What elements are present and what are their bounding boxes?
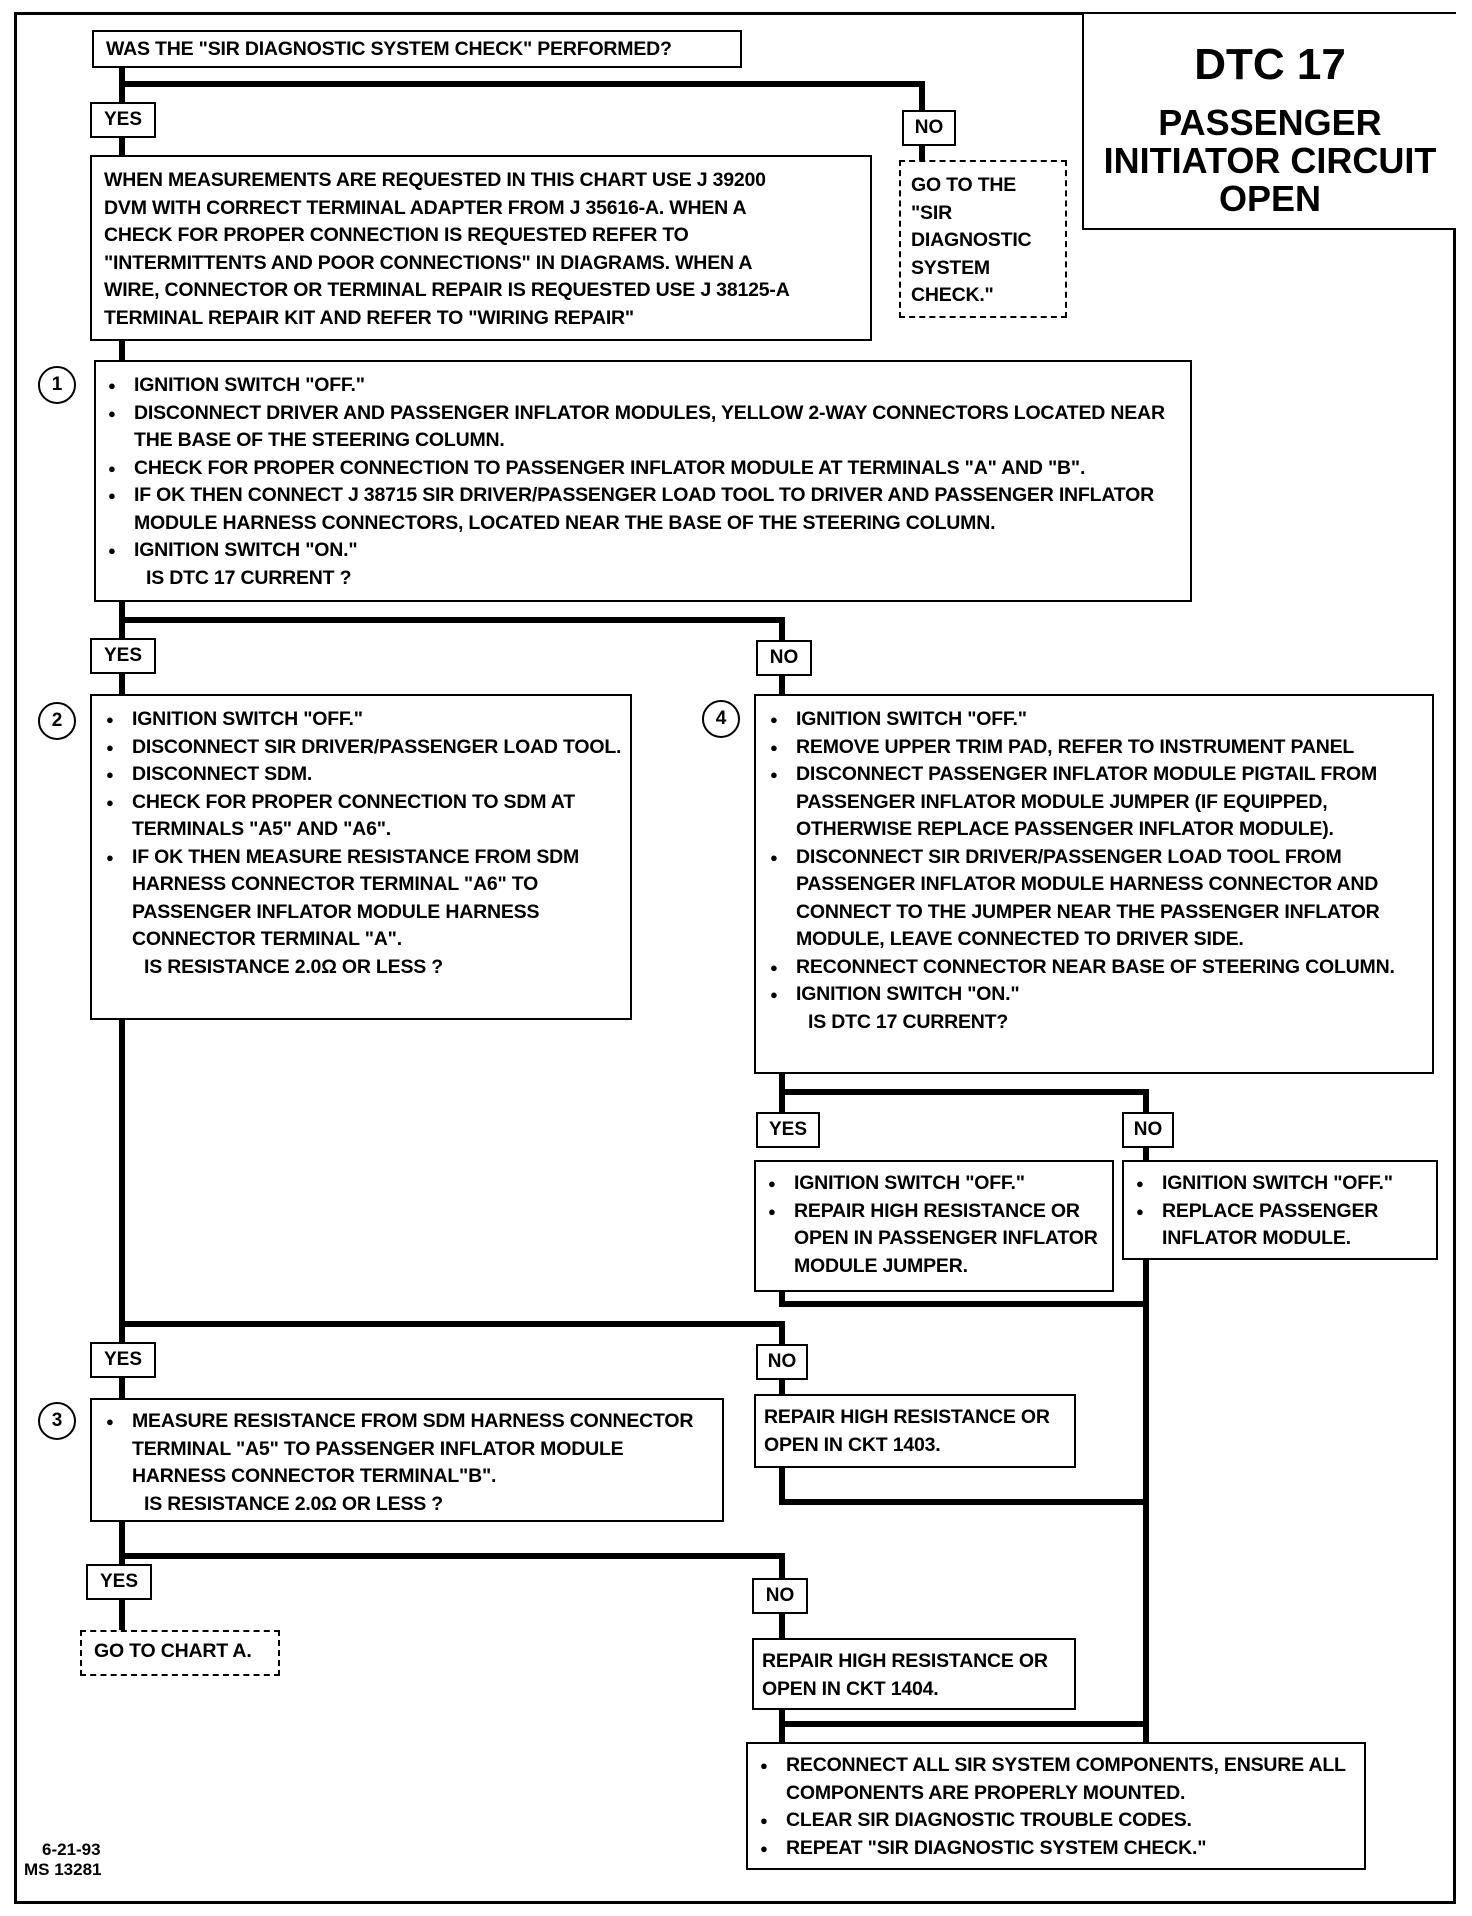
step-4-question: IS DTC 17 CURRENT? — [808, 1010, 1009, 1033]
instructions-line-5: WIRE, CONNECTOR OR TERMINAL REPAIR IS REQUESTED USE J 38125-A — [104, 279, 790, 301]
instructions-box — [90, 155, 872, 341]
connector-step3-no — [122, 1556, 782, 1636]
go-to-sir-check-line-4: SYSTEM — [911, 256, 990, 279]
label-no-start: NO — [902, 110, 956, 146]
step-3-question: IS RESISTANCE 2.0Ω OR LESS ? — [144, 1492, 443, 1515]
step-2-question: IS RESISTANCE 2.0Ω OR LESS ? — [144, 955, 443, 978]
step-2-box — [90, 694, 632, 1020]
repair-1403-line-2: OPEN IN CKT 1403. — [764, 1433, 941, 1456]
instructions-line-4: "INTERMITTENTS AND POOR CONNECTIONS" IN DIAGRAMS. WHEN A — [104, 251, 753, 274]
step-4-bullet: ● DISCONNECT PASSENGER INFLATOR MODULE PIGTAIL FROM PASSENGER INFLATOR MODULE JUMPER (IF EQUIPPED, OTHERWISE REPLACE PASSENGER INFLATOR MODULE). — [766, 761, 1424, 844]
go-to-chart-a: GO TO CHART A. — [94, 1640, 252, 1662]
step-4-no-bullet: ● IGNITION SWITCH "OFF." — [1132, 1170, 1430, 1198]
step-4-bullet: ● RECONNECT CONNECTOR NEAR BASE OF STEERING COLUMN. — [766, 954, 1424, 982]
label-yes-step1: YES — [90, 638, 156, 674]
footer — [24, 1840, 102, 1880]
step-4-yes-bullet: ● IGNITION SWITCH "OFF." — [764, 1170, 1106, 1198]
step-2-bullet: ● DISCONNECT SIR DRIVER/PASSENGER LOAD TOOL. — [102, 734, 622, 762]
start-question-box — [92, 30, 742, 68]
label-yes-step3: YES — [86, 1564, 152, 1600]
go-to-sir-check-line-1: GO TO THE — [911, 174, 1017, 196]
connector-1403-return — [782, 1464, 1146, 1502]
start-question: WAS THE "SIR DIAGNOSTIC SYSTEM CHECK" PERFORMED? — [106, 38, 672, 60]
step-2-bullet: ● IF OK THEN MEASURE RESISTANCE FROM SDM HARNESS CONNECTOR TERMINAL "A6" TO PASSENGER INFLATOR MODULE HARNESS CONNECTOR TERMINAL "A". — [102, 844, 622, 954]
step-1-number: 1 — [38, 366, 76, 404]
go-to-sir-check-box — [899, 160, 1067, 318]
label-yes-step2: YES — [90, 1342, 156, 1378]
label-yes-start: YES — [90, 102, 156, 138]
step-1-bullet: ● DISCONNECT DRIVER AND PASSENGER INFLATOR MODULES, YELLOW 2-WAY CONNECTORS LOCATED NEAR THE BASE OF THE STEERING COLUMN. — [104, 400, 1180, 455]
repair-1403-box — [754, 1394, 1076, 1468]
title-line-3: OPEN — [1218, 178, 1322, 219]
label-no-step3: NO — [752, 1578, 808, 1614]
step-1-bullet: ● IGNITION SWITCH "ON." — [104, 537, 1180, 565]
step-2-number: 2 — [38, 702, 76, 740]
step-1-bullet: ● IF OK THEN CONNECT J 38715 SIR DRIVER/PASSENGER LOAD TOOL TO DRIVER AND PASSENGER INFLATOR MODULE HARNESS CONNECTORS, LOCATED NEAR THE BASE OF THE STEERING COLUMN. — [104, 482, 1180, 537]
step-4-bullet: ● DISCONNECT SIR DRIVER/PASSENGER LOAD TOOL FROM PASSENGER INFLATOR MODULE HARNESS CONNECTOR AND CONNECT TO THE JUMPER NEAR THE PASSENGER INFLATOR MODULE, LEAVE CONNECTED TO DRIVER SIDE. — [766, 844, 1424, 954]
repair-1404-line-2: OPEN IN CKT 1404. — [762, 1677, 939, 1700]
repair-1404-box — [752, 1638, 1076, 1710]
step-2-bullet: ● IGNITION SWITCH "OFF." — [102, 706, 622, 734]
step-4-bullet: ● IGNITION SWITCH "OFF." — [766, 706, 1424, 734]
step-4-no-bullet: ● REPLACE PASSENGER INFLATOR MODULE. — [1132, 1198, 1430, 1253]
step-1-bullet: ● IGNITION SWITCH "OFF." — [104, 372, 1180, 400]
dtc-code: DTC 17 — [1194, 40, 1346, 89]
go-to-sir-check-line-2: "SIR — [911, 201, 952, 224]
instructions-line-3: CHECK FOR PROPER CONNECTION IS REQUESTED REFER TO — [104, 224, 689, 246]
final-bullet: ● RECONNECT ALL SIR SYSTEM COMPONENTS, ENSURE ALL COMPONENTS ARE PROPERLY MOUNTED. — [756, 1752, 1356, 1807]
step-1-bullet: ● CHECK FOR PROPER CONNECTION TO PASSENGER INFLATOR MODULE AT TERMINALS "A" AND "B". — [104, 455, 1180, 483]
connector-step2-no — [122, 1324, 782, 1396]
title-block — [1082, 14, 1456, 230]
step-3-number: 3 — [38, 1402, 76, 1440]
instructions-line-6: TERMINAL REPAIR KIT AND REFER TO "WIRING REPAIR" — [104, 306, 634, 329]
step-4-box — [754, 694, 1434, 1074]
repair-1404-line-1: REPAIR HIGH RESISTANCE OR — [762, 1650, 1048, 1672]
footer-ms-number: MS 13281 — [24, 1860, 102, 1879]
step-4-yes-box — [754, 1160, 1114, 1292]
label-no-step2: NO — [756, 1344, 808, 1380]
step-4-no-box — [1122, 1160, 1438, 1260]
step-1-question: IS DTC 17 CURRENT ? — [146, 566, 352, 589]
step-2-bullet: ● DISCONNECT SDM. — [102, 761, 622, 789]
title-line-2: INITIATOR CIRCUIT — [1103, 140, 1437, 181]
label-no-step1: NO — [756, 640, 812, 676]
go-to-chart-a-box — [80, 1630, 280, 1676]
connector-start-no — [122, 84, 922, 162]
step-4-yes-bullet: ● REPAIR HIGH RESISTANCE OR OPEN IN PASSENGER INFLATOR MODULE JUMPER. — [764, 1198, 1106, 1281]
repair-1403-line-1: REPAIR HIGH RESISTANCE OR — [764, 1406, 1050, 1428]
step-4-bullet: ● IGNITION SWITCH "ON." — [766, 981, 1424, 1009]
final-bullet: ● REPEAT "SIR DIAGNOSTIC SYSTEM CHECK." — [756, 1835, 1356, 1863]
instructions-line-2: DVM WITH CORRECT TERMINAL ADAPTER FROM J 35616-A. WHEN A — [104, 196, 747, 219]
go-to-sir-check-line-3: DIAGNOSTIC — [911, 229, 1032, 251]
label-yes-step4: YES — [756, 1112, 820, 1148]
step-3-bullet: ● MEASURE RESISTANCE FROM SDM HARNESS CONNECTOR TERMINAL "A5" TO PASSENGER INFLATOR MODULE HARNESS CONNECTOR TERMINAL"B". — [102, 1408, 714, 1491]
final-bullet: ● CLEAR SIR DIAGNOSTIC TROUBLE CODES. — [756, 1807, 1356, 1835]
footer-date: 6-21-93 — [42, 1840, 101, 1859]
step-4-bullet: ● REMOVE UPPER TRIM PAD, REFER TO INSTRUMENT PANEL — [766, 734, 1424, 762]
step-3-box — [90, 1398, 724, 1522]
connector-step4-no — [782, 1092, 1146, 1160]
instructions-line-1: WHEN MEASUREMENTS ARE REQUESTED IN THIS CHART USE J 39200 — [104, 169, 766, 191]
label-no-step4: NO — [1122, 1112, 1174, 1148]
title-line-1: PASSENGER — [1158, 102, 1382, 143]
step-1-box — [94, 360, 1192, 602]
connector-step1-no — [122, 620, 782, 698]
step-2-bullet: ● CHECK FOR PROPER CONNECTION TO SDM AT TERMINALS "A5" AND "A6". — [102, 789, 622, 844]
go-to-sir-check-line-5: CHECK." — [911, 284, 994, 306]
final-steps-box — [746, 1742, 1366, 1870]
step-4-number: 4 — [702, 700, 740, 738]
